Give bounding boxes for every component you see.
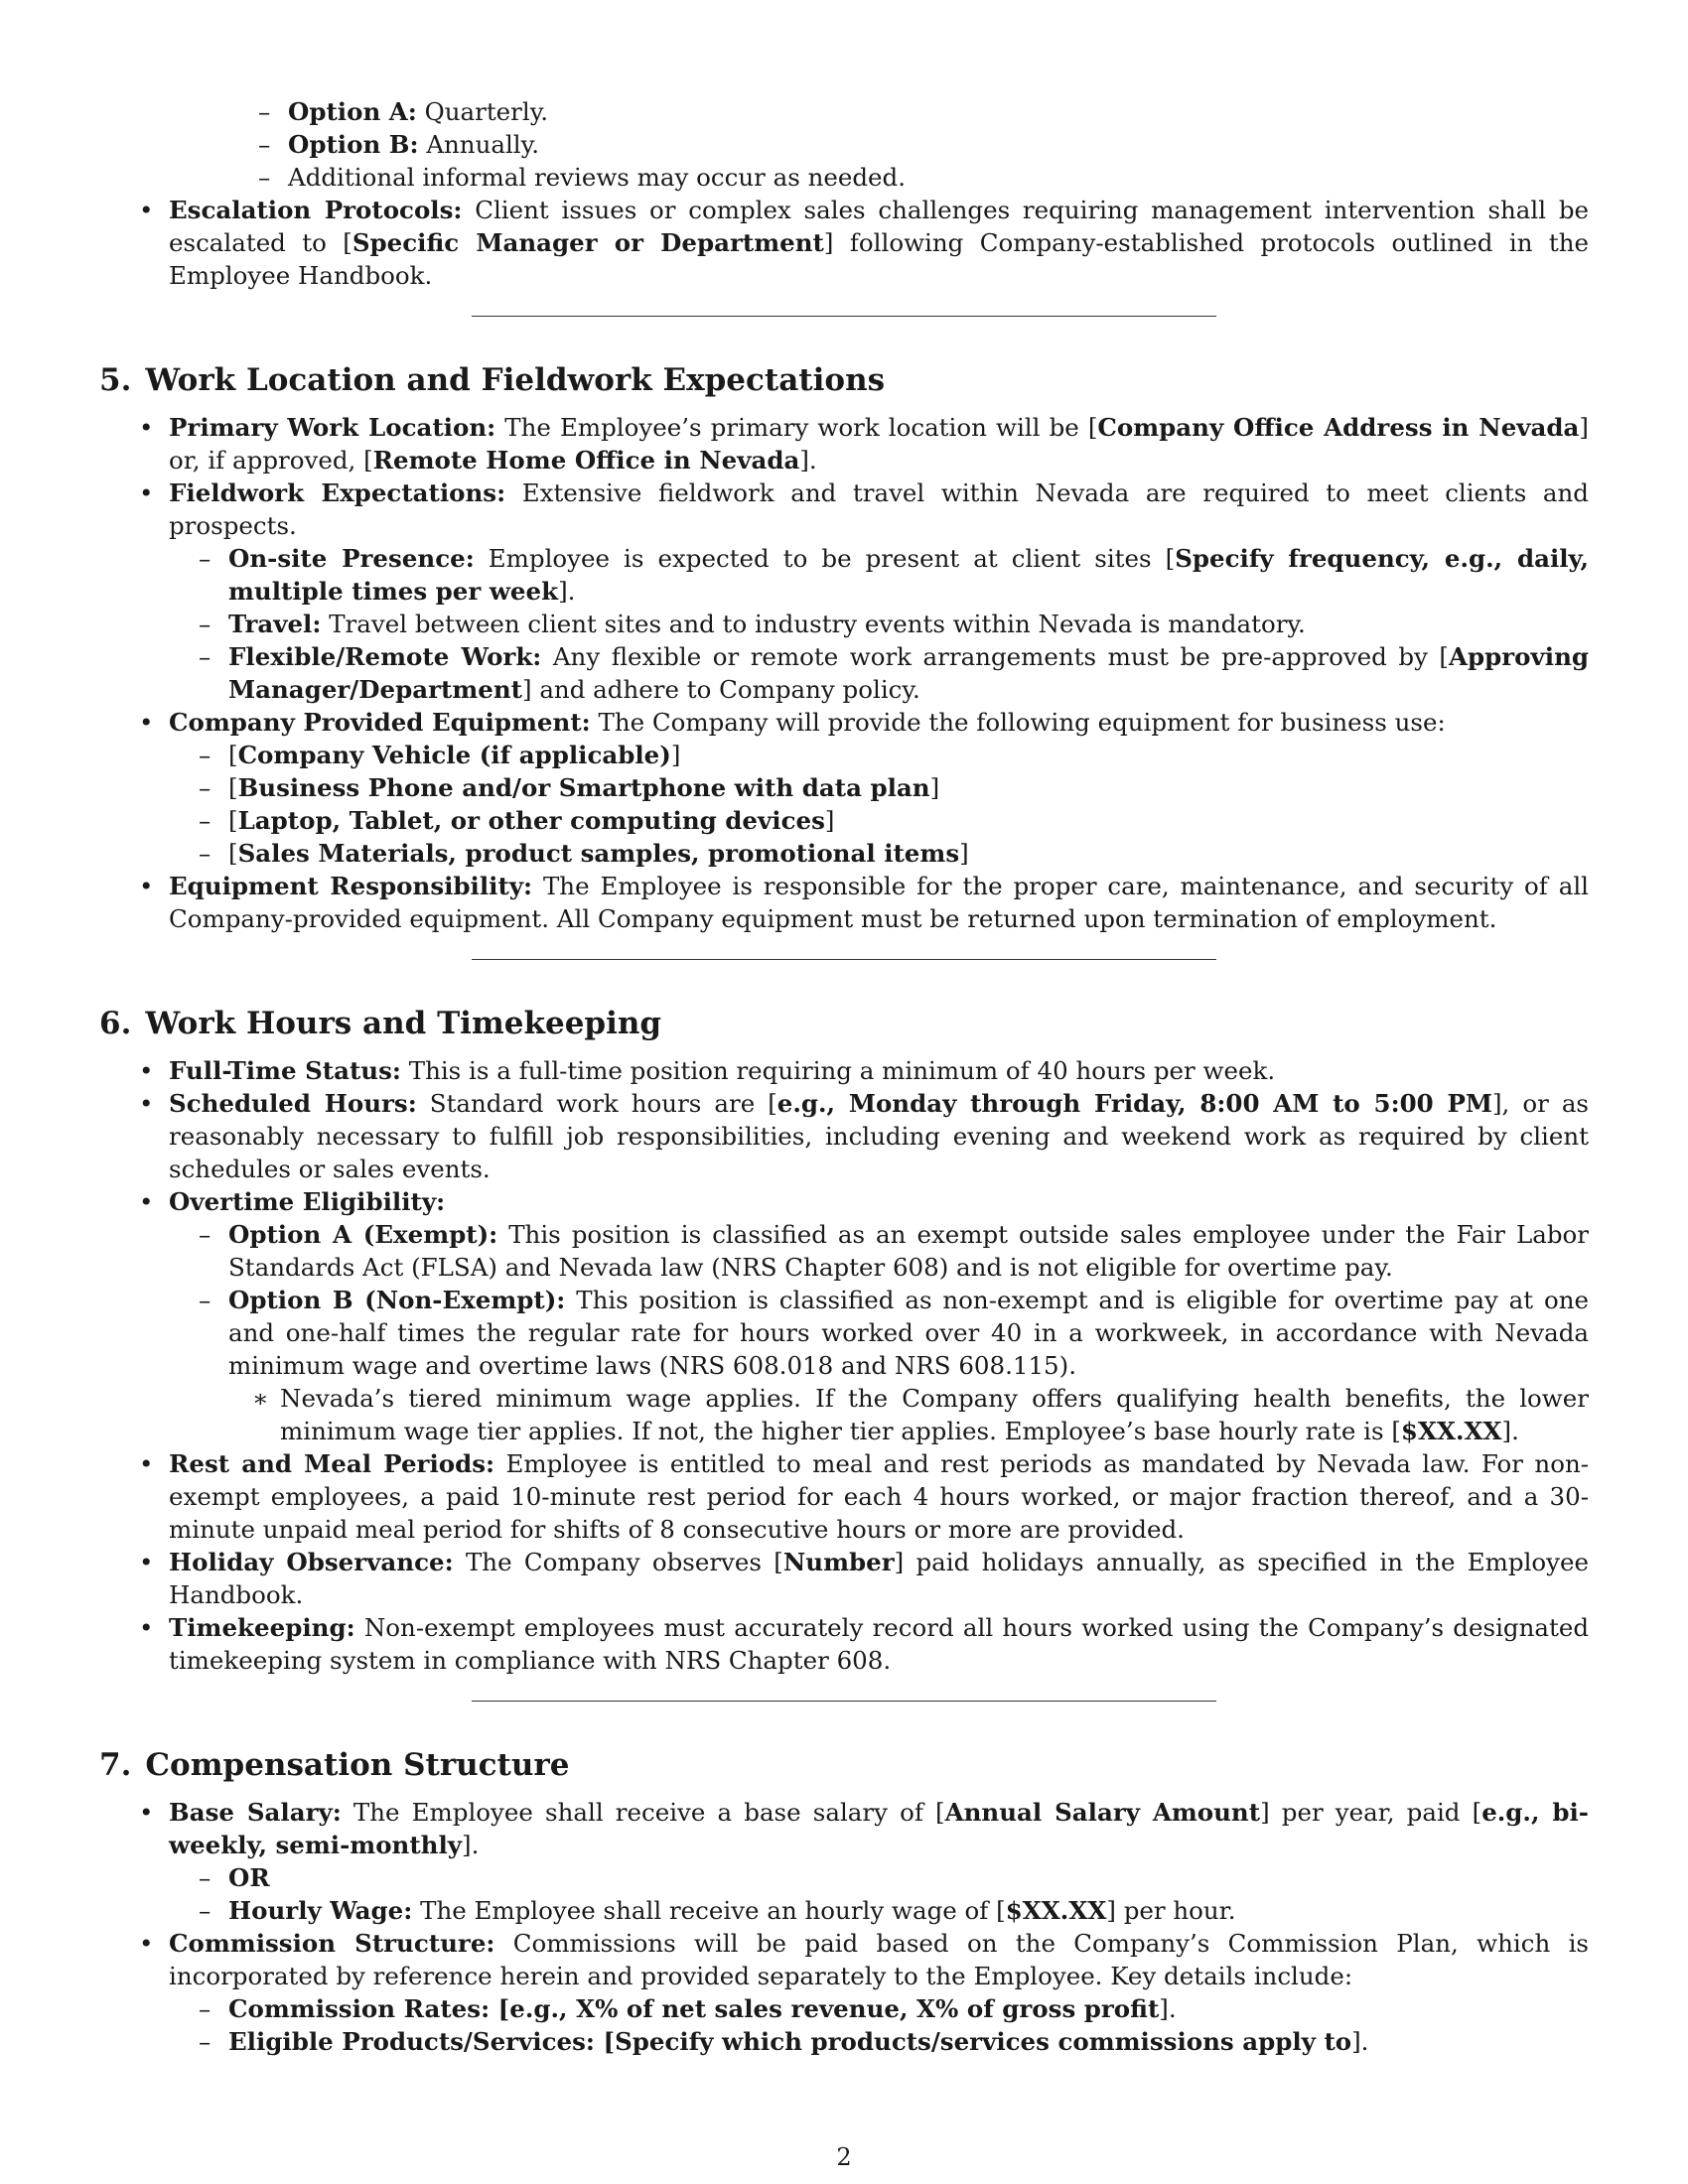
travel-item: – Travel: Travel between client sites and to industry events within Nevada is mandatory. (169, 608, 1589, 640)
minimum-wage-tier-item: ∗ Nevada’s tiered minimum wage applies. If the Company offers qualifying health benefits, the lower minimum wage tier applies. If not, the higher tier applies. Employee’s base hourly rate is [$XX.XX]. (228, 1382, 1589, 1447)
section-divider (472, 959, 1216, 960)
equipment-list-item: – [Laptop, Tablet, or other computing devices] (169, 804, 1589, 837)
holiday-observance-item: • Holiday Observance: The Company observes [Number] paid holidays annually, as specified in the Employee Handbook. (99, 1546, 1589, 1611)
section-divider (472, 316, 1216, 317)
scheduled-hours-item: • Scheduled Hours: Standard work hours are [e.g., Monday through Friday, 8:00 AM to 5:00 PM], or as reasonably necessary to fulfill job responsibilities, including evening and weekend work as required by client schedules or sales events. (99, 1087, 1589, 1185)
commission-structure-item: • Commission Structure: Commissions will be paid based on the Company’s Commission Plan, which is incorporated by reference herein and provided separately to the Employee. Key details include: – Commission Rates: [e.g., X% of net sales revenue, X% of gross profit]. – Eligible Products/Services: [Specify which products/services commissions apply to]. (99, 1927, 1589, 2058)
section-5-heading: 5. Work Location and Fieldwork Expectations (99, 362, 886, 398)
overtime-option-b-item: – Option B (Non-Exempt): This position is classified as non-exempt and is eligible for overtime pay at one and one-half times the regular rate for hours worked over 40 in a workweek, in accordance with Nevada minimum wage and overtime laws (NRS 608.018 and NRS 608.115). ∗ Nevada’s tiered minimum wage applies. If the Company offers qualifying health benefits, the lower minimum wage tier applies. If not, the higher tier applies. Employee’s base hourly rate is [$XX.XX]. (169, 1284, 1589, 1447)
timekeeping-item: • Timekeeping: Non-exempt employees must accurately record all hours worked using the Company’s designated timekeeping system in compliance with NRS Chapter 608. (99, 1611, 1589, 1677)
section-divider (472, 1701, 1216, 1702)
equipment-list-item: – [Company Vehicle (if applicable)] (169, 739, 1589, 771)
equipment-list-item: – [Sales Materials, product samples, promotional items] (169, 837, 1589, 870)
flexible-remote-work-item: – Flexible/Remote Work: Any flexible or remote work arrangements must be pre-approved by [Approving Manager/Department] and adhere to Company policy. (169, 640, 1589, 706)
or-item: – OR (169, 1861, 1589, 1894)
document-page (99, 95, 1589, 2058)
overtime-option-a-item: – Option A (Exempt): This position is classified as an exempt outside sales employee under the Fair Labor Standards Act (FLSA) and Nevada law (NRS Chapter 608) and is not eligible for overtime pay. (169, 1218, 1589, 1284)
section-6-heading: 6. Work Hours and Timekeeping (99, 1006, 662, 1041)
onsite-presence-item: – On-site Presence: Employee is expected to be present at client sites [Specify frequency, e.g., daily, multiple times per week]. (169, 542, 1589, 608)
base-salary-item: • Base Salary: The Employee shall receive a base salary of [Annual Salary Amount] per year, paid [e.g., bi-weekly, semi-monthly]. – OR – Hourly Wage: The Employee shall receive an hourly wage of [$XX.XX] per hour. (99, 1796, 1589, 1927)
rest-meal-periods-item: • Rest and Meal Periods: Employee is entitled to meal and rest periods as mandated by Nevada law. For non-exempt employees, a paid 10-minute rest period for each 4 hours worked, or major fraction thereof, and a 30-minute unpaid meal period for shifts of 8 consecutive hours or more are provided. (99, 1447, 1589, 1546)
hourly-wage-item: – Hourly Wage: The Employee shall receive an hourly wage of [$XX.XX] per hour. (169, 1894, 1589, 1927)
list-item: – Additional informal reviews may occur as needed. (228, 161, 1589, 194)
escalation-protocols-item: • Escalation Protocols: Client issues or complex sales challenges requiring management intervention shall be escalated to [Specific Manager or Department] following Company-established protocols outlined in the Employee Handbook. (99, 194, 1589, 292)
eligible-products-item: – Eligible Products/Services: [Specify which products/services commissions apply to]. (169, 2025, 1589, 2058)
equipment-list-item: – [Business Phone and/or Smartphone with data plan] (169, 771, 1589, 804)
company-equipment-item: • Company Provided Equipment: The Company will provide the following equipment for business use: – [Company Vehicle (if applicable)] – [Business Phone and/or Smartphone with data plan] – [Laptop, Tablet, or other computing devices] – [Sales Materials, product samples, promotional items] (99, 706, 1589, 870)
page-number: 2 (836, 2143, 852, 2171)
section-7-heading: 7. Compensation Structure (99, 1747, 570, 1783)
full-time-status-item: • Full-Time Status: This is a full-time position requiring a minimum of 40 hours per week. (99, 1054, 1589, 1087)
list-item: – Option B: Annually. (228, 128, 1589, 161)
commission-rates-item: – Commission Rates: [e.g., X% of net sales revenue, X% of gross profit]. (169, 1992, 1589, 2025)
fieldwork-expectations-item: • Fieldwork Expectations: Extensive fieldwork and travel within Nevada are required to meet clients and prospects. – On-site Presence: Employee is expected to be present at client sites [Specify frequency, e.g., daily, multiple times per week]. – Travel: Travel between client sites and to industry events within Nevada is mandatory. – Flexible/Remote Work: Any flexible or remote work arrangements must be pre-approved by [Approving Manager/Department] and adhere to Company policy. (99, 477, 1589, 706)
equipment-responsibility-item: • Equipment Responsibility: The Employee is responsible for the proper care, maintenance, and security of all Company-provided equipment. All Company equipment must be returned upon termination of employment. (99, 870, 1589, 935)
review-options (228, 95, 1589, 194)
overtime-eligibility-item: • Overtime Eligibility: – Option A (Exempt): This position is classified as an exempt outside sales employee under the Fair Labor Standards Act (FLSA) and Nevada law (NRS Chapter 608) and is not eligible for overtime pay. – Option B (Non-Exempt): This position is classified as non-exempt and is eligible for overtime pay at one and one-half times the regular rate for hours worked over 40 in a workweek, in accordance with Nevada minimum wage and overtime laws (NRS 608.018 and NRS 608.115). ∗ Nevada’s tiered minimum wage applies. If the Company offers qualifying health benefits, the lower minimum wage tier applies. If not, the higher tier applies. Employee’s base hourly rate is [$XX.XX]. (99, 1185, 1589, 1447)
list-item: – Option A: Quarterly. (228, 95, 1589, 128)
primary-work-location-item: • Primary Work Location: The Employee’s primary work location will be [Company Office Address in Nevada] or, if approved, [Remote Home Office in Nevada]. (99, 411, 1589, 477)
